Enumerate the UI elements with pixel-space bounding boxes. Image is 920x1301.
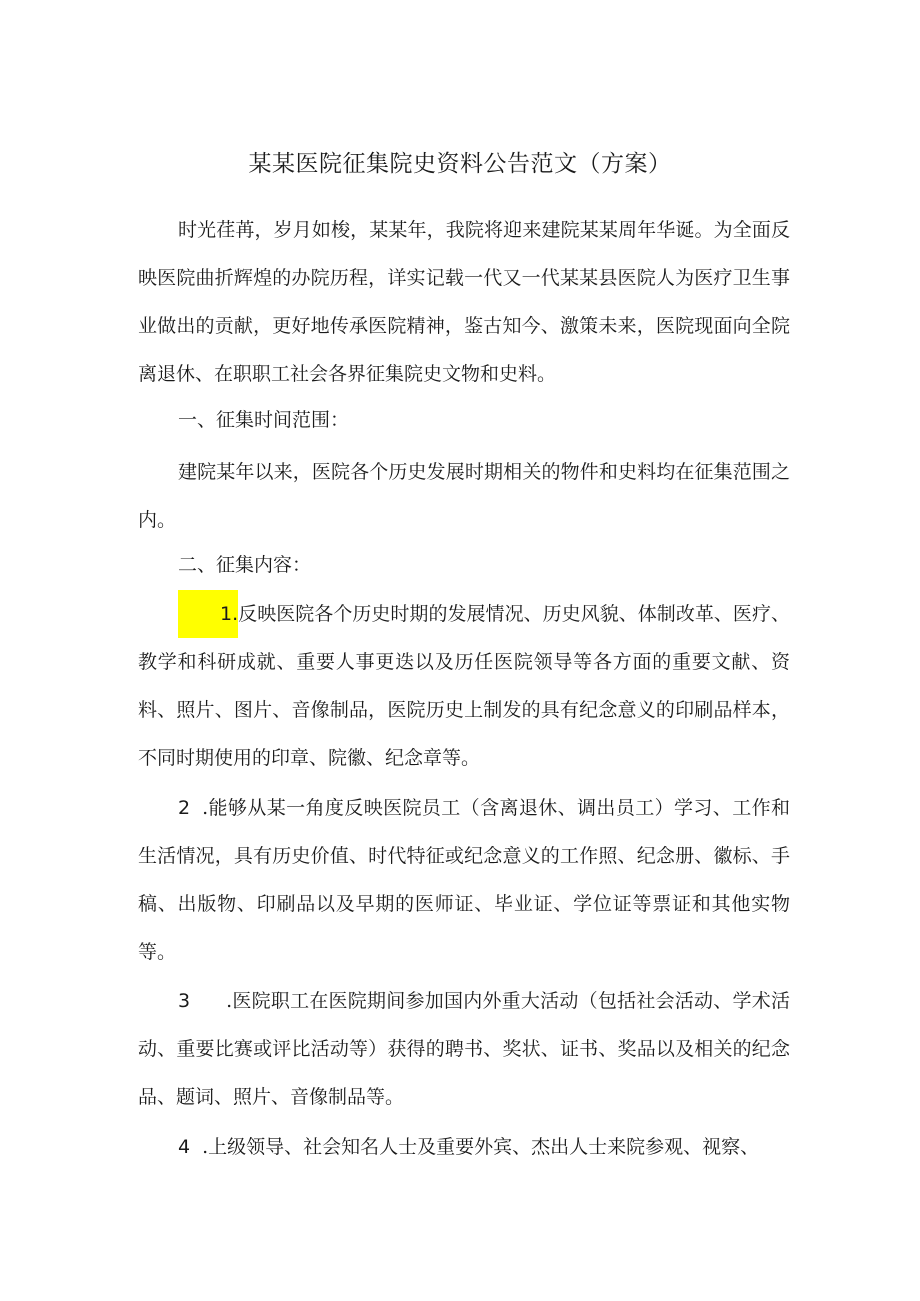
item-number: 4 [178,1136,191,1158]
section1-heading: 一、征集时间范围： [178,409,350,431]
item-number-highlight: 1. [178,590,238,638]
document-title: 某某医院征集院史资料公告范文（方案） [248,151,672,177]
item-number: 2 [178,797,191,819]
section1-body: 建院某年以来，医院各个历史发展时期相关的物件和史料均在征集范围之内。 [138,461,790,531]
list-item-text: .上级领导、社会知名人士及重要外宾、杰出人士来院参观、视察、 [202,1136,760,1158]
list-item-4 [138,1123,790,1171]
list-item-1 [138,590,790,782]
list-item-3 [138,977,790,1121]
list-item-text: .医院职工在医院期间参加国内外重大活动（包括社会活动、学术活动、重要比赛或评比活动等）获得的聘书、奖状、证书、奖品以及相关的纪念品、题词、照片、音像制品等。 [138,990,790,1108]
list-item-text: 反映医院各个历史时期的发展情况、历史风貌、体制改革、医疗、教学和科研成就、重要人事更迭以及历任医院领导等各方面的重要文献、资料、照片、图片、音像制品，医院历史上制发的具有纪念意义的印刷品样本，不同时期使用的印章、院徽、纪念章等。 [138,603,790,769]
list-item-2 [138,784,790,976]
section2-heading: 二、征集内容： [178,554,312,576]
list-item-text: .能够从某一角度反映医院员工（含离退休、调出员工）学习、工作和生活情况，具有历史价值、时代特征或纪念意义的工作照、纪念册、徽标、手稿、出版物、印刷品以及早期的医师证、毕业证、学位证等票证和其他实物等。 [138,797,790,963]
item-number: 3 [178,990,191,1012]
intro-paragraph: 时光荏苒，岁月如梭，某某年，我院将迎来建院某某周年华诞。为全面反映医院曲折辉煌的办院历程，详实记载一代又一代某某县医院人为医疗卫生事业做出的贡献，更好地传承医院精神，鉴古知今、激策未来，医院现面向全院离退休、在职职工社会各界征集院史文物和史料。 [138,219,790,385]
